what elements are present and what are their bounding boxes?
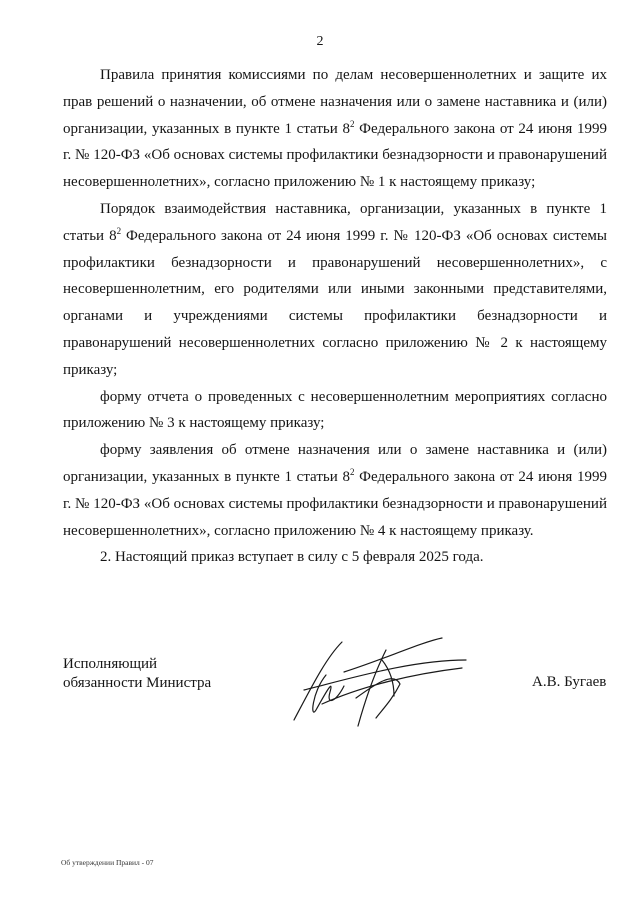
signatory-title-line-1: Исполняющий <box>63 656 158 672</box>
handwritten-signature <box>282 630 472 730</box>
page-number: 2 <box>316 34 324 49</box>
superscript-2: 2 <box>116 225 122 236</box>
paragraph-application-form <box>63 437 607 544</box>
paragraph-rules <box>63 62 607 196</box>
paragraph-rules-text-start: Правила принятия комиссиями по делам несовершеннолетних и защите их прав решений о назначении, об отмене назначения или о замене наставника и (или) организации, указанных в пункте 1 статьи 8 <box>63 67 607 137</box>
footer-document-code: Об утверждении Правил - 07 <box>61 858 154 867</box>
superscript-2: 2 <box>349 118 355 129</box>
paragraph-procedure-text-end: Федерального закона от 24 июня 1999 г. № 120-ФЗ «Об основах системы профилактики безнадзорности и правонарушений несовершеннолетних», с несовершеннолетним, его родителями или иными законными представителями, органами и учреждениями системы профилактики безнадзорности и правонарушений несовершеннолетних согласно приложению № 2 к настоящему приказу; <box>63 227 607 378</box>
paragraph-application-text-end: Федерального закона от 24 июня 1999 г. № 120-ФЗ «Об основах системы профилактики безнадзорности и правонарушений несовершеннолетних», согласно приложению № 4 к настоящему приказу. <box>63 468 607 539</box>
paragraph-effective-date: 2. Настоящий приказ вступает в силу с 5 февраля 2025 года. <box>100 549 484 566</box>
superscript-2: 2 <box>349 466 355 477</box>
signatory-title <box>63 655 211 693</box>
document-body <box>63 62 607 571</box>
paragraph-report-form: форму отчета о проведенных с несовершеннолетним мероприятиях согласно приложению № 3 к настоящему приказу; <box>63 388 607 432</box>
paragraph-procedure-text-start: Порядок взаимодействия наставника, организации, указанных в пункте 1 статьи 8 <box>63 200 607 244</box>
signatory-name: А.В. Бугаев <box>532 674 607 690</box>
paragraph-procedure <box>63 196 607 384</box>
signatory-title-line-2: обязанности Министра <box>63 675 212 691</box>
paragraph-application-text-start: форму заявления об отмене назначения или о замене наставника и (или) организации, указанных в пункте 1 статьи 8 <box>63 442 607 485</box>
paragraph-rules-text-end: Федерального закона от 24 июня 1999 г. № 120-ФЗ «Об основах системы профилактики безнадзорности и правонарушений несовершеннолетних», согласно приложению № 1 к настоящему приказу; <box>63 120 607 191</box>
